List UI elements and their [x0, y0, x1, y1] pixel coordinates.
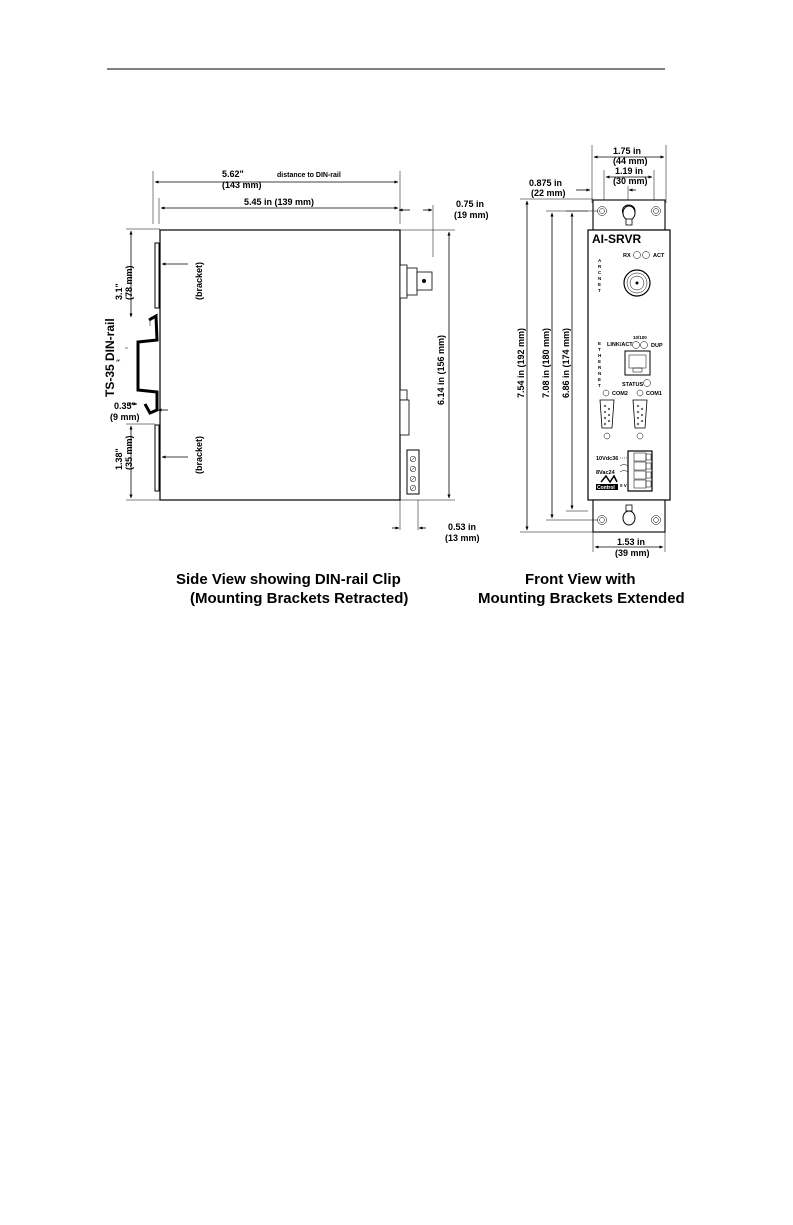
keyhole-bottom [623, 511, 635, 525]
led-speed-label: 10/100 [633, 335, 647, 340]
model-name: AI-SRVR [592, 232, 642, 246]
com2-label: COM2 [612, 391, 628, 397]
svg-text:ꟻ: ꟻ [116, 359, 121, 362]
dim-holes: 7.08 in (180 mm) [541, 327, 551, 398]
front-view [478, 145, 685, 607]
dim-body: 6.86 in (174 mm) [561, 327, 571, 398]
svg-text:E: E [598, 341, 602, 346]
dim-length: 5.45 in (139 mm) [244, 197, 315, 207]
led-status-label: STATUS [622, 382, 644, 388]
dim-base-in: 1.53 in [617, 537, 646, 547]
power-dc-label: 10Vdc36 [596, 456, 619, 462]
dim-terminal-in: 0.53 in [448, 522, 477, 532]
dim-hole-mm: (30 mm) [613, 176, 648, 186]
svg-text:T: T [598, 288, 601, 293]
dim-width-mm: (44 mm) [613, 156, 648, 166]
side-caption-line2: (Mounting Brackets Retracted) [190, 590, 409, 607]
led-rx-label: RX [623, 253, 631, 259]
svg-text:E: E [598, 377, 602, 382]
dim-offset-mm: (19 mm) [454, 210, 489, 220]
side-view [103, 169, 489, 607]
svg-text:T: T [598, 347, 601, 352]
dim-top-mm: (78 mm) [124, 265, 134, 300]
power-ac-label: 8Vac24 [596, 470, 615, 476]
side-db9-connector [400, 390, 407, 400]
dim-distance-note: distance to DIN-rail [277, 172, 341, 179]
bracket-label-upper: (bracket) [194, 261, 204, 300]
side-caption-line1: Side View showing DIN-rail Clip [176, 571, 401, 588]
dim-clip-mm: (9 mm) [110, 412, 140, 422]
dim-offset-in: 0.75 in [456, 199, 485, 209]
dim-base-mm: (39 mm) [615, 548, 650, 558]
dim-hole-in: 1.19 in [615, 166, 644, 176]
bracket-label-lower: (bracket) [194, 435, 204, 474]
power-terminal-block [628, 451, 652, 491]
svg-text:H: H [598, 353, 602, 358]
svg-text:Control: Control [597, 485, 615, 491]
bracket-upper [155, 243, 159, 308]
dim-terminal-mm: (13 mm) [445, 533, 480, 543]
dim-edge-mm: (22 mm) [531, 188, 566, 198]
rail-label: TS-35 DIN-rail [103, 318, 117, 397]
svg-text:R: R [598, 264, 602, 269]
led-dup-label: DUP [651, 343, 663, 349]
svg-text:A: A [598, 258, 602, 263]
svg-text:E: E [598, 359, 602, 364]
dim-bottom-in: 1.38" [114, 448, 124, 470]
dim-clip-in: 0.35" [114, 401, 136, 411]
svg-text:T: T [598, 383, 601, 388]
led-link-label: LINK/ACT [607, 342, 633, 348]
dim-total: 7.54 in (192 mm) [516, 327, 526, 398]
led-act-label: ACT [653, 253, 665, 259]
dim-width-in: 1.75 in [613, 146, 642, 156]
svg-text:R: R [598, 365, 602, 370]
dim-height: 6.14 in (156 mm) [436, 334, 446, 405]
dim-distance-mm: (143 mm) [222, 180, 262, 190]
dim-bottom-mm: (35 mm) [124, 435, 134, 470]
com1-label: COM1 [646, 391, 662, 397]
svg-text:N: N [598, 276, 602, 281]
dim-distance-in: 5.62" [222, 169, 244, 179]
dim-edge-in: 0.875 in [529, 178, 563, 188]
svg-text:C: C [598, 270, 602, 275]
rj45-port [625, 351, 650, 375]
svg-text:E: E [598, 282, 602, 287]
din-rail-clip [138, 316, 157, 413]
arcnet-bnc-connector [624, 270, 650, 296]
side-bnc-connector [400, 265, 407, 298]
front-caption-line2: Mounting Brackets Extended [478, 590, 685, 607]
dim-top-in: 3.1" [114, 283, 124, 300]
power-0v-label: 0 V [620, 483, 627, 488]
bracket-lower [155, 425, 159, 491]
svg-text:N: N [598, 371, 602, 376]
front-caption-line1: Front View with [525, 571, 636, 588]
